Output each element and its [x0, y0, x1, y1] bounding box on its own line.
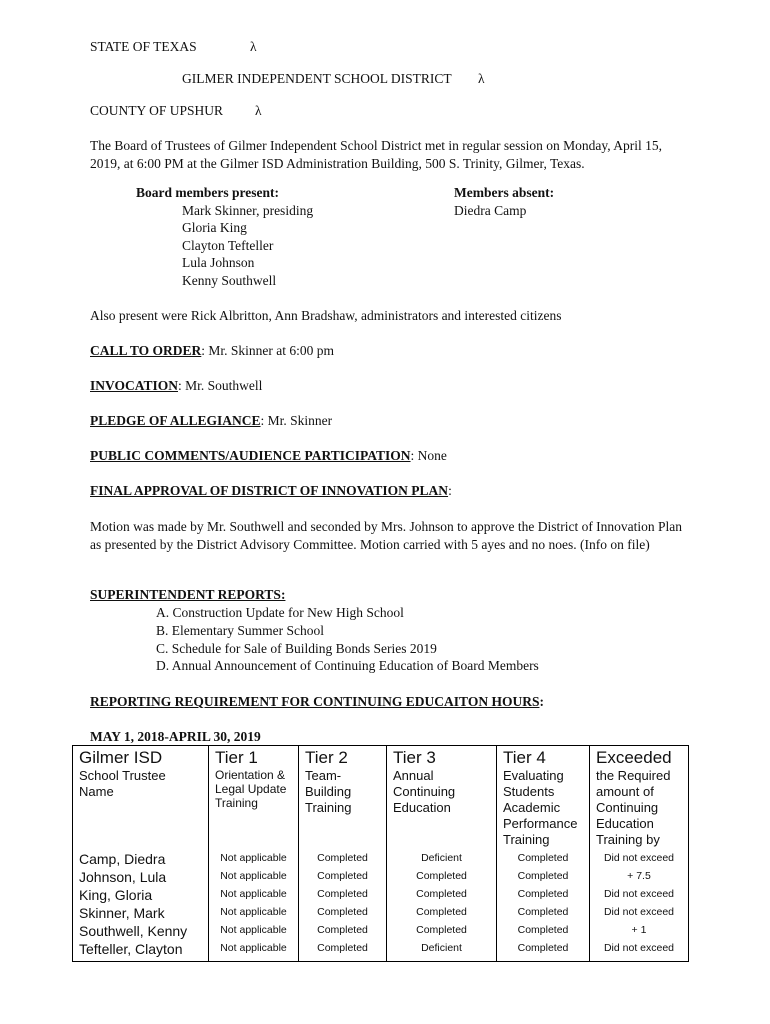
report-item: A. Construction Update for New High School [156, 605, 404, 620]
pledge-text: : Mr. Skinner [260, 413, 333, 428]
exceeded-cell: Did not exceed [603, 942, 675, 954]
tier4-cell: Completed [517, 888, 569, 900]
report-item: D. Annual Announcement of Continuing Education of Board Members [156, 658, 539, 673]
member-name: Lula Johnson [182, 255, 255, 270]
tier4-cell: Completed [517, 906, 569, 918]
lambda-symbol: λ [250, 39, 257, 54]
header-tier1 [209, 746, 298, 850]
members-present-label: Board members present: [136, 185, 279, 200]
superintendent-label: SUPERINTENDENT REPORTS: [90, 587, 286, 602]
trustee-name: Skinner, Mark [79, 905, 165, 921]
exceeded-cell: Did not exceed [603, 906, 675, 918]
call-to-order-text: : Mr. Skinner at 6:00 pm [201, 343, 335, 358]
final-approval [90, 482, 452, 500]
public-comments [90, 447, 447, 465]
tier2-cell: Completed [317, 924, 368, 936]
lambda-symbol: λ [478, 71, 485, 86]
report-item: C. Schedule for Sale of Building Bonds Series 2019 [156, 641, 437, 656]
table-row [73, 922, 688, 940]
header-title: Tier 4 [503, 748, 546, 767]
member-name: Clayton Tefteller [182, 238, 274, 253]
public-comments-text: : None [410, 448, 447, 463]
tier1-cell: Not applicable [220, 942, 287, 954]
header-exceeded [590, 746, 688, 850]
motion-paragraph: Motion was made by Mr. Southwell and seconded by Mrs. Johnson to approve the District of Innovation Plan as presented by the District Advisory Committee. Motion carried with 5 ayes and no noes. (Info on file) [90, 519, 683, 552]
final-approval-label: FINAL APPROVAL OF DISTRICT OF INNOVATION PLAN [90, 483, 449, 498]
invocation [90, 377, 262, 395]
header-sub: Team-Building Training [305, 768, 352, 815]
member-name: Gloria King [182, 220, 247, 235]
period-label: MAY 1, 2018-APRIL 30, 2019 [90, 729, 261, 744]
exceeded-cell: Did not exceed [603, 852, 675, 864]
header-sub: School Trustee Name [79, 768, 166, 799]
member-name: Kenny Southwell [182, 273, 277, 288]
header-title: Exceeded [596, 748, 672, 767]
member-name: Mark Skinner, presiding [182, 203, 314, 218]
header-title: Tier 3 [393, 748, 436, 767]
call-to-order-label: CALL TO ORDER [90, 343, 202, 358]
trustee-name: Camp, Diedra [79, 851, 166, 867]
intro-paragraph: The Board of Trustees of Gilmer Independent School District met in regular session on Monday, April 15, 2019, at 6:00 PM at the Gilmer ISD Administration Building, 500 S. Trinity, Gilmer, Texas. [90, 138, 663, 171]
header-tier3 [387, 746, 496, 850]
exceeded-cell: Did not exceed [603, 888, 675, 900]
trustee-name: Tefteller, Clayton [79, 941, 183, 957]
reporting-suffix: : [539, 694, 544, 709]
header-sub: Evaluating Students Academic Performance Training [503, 768, 578, 847]
tier1-cell: Not applicable [220, 870, 287, 882]
tier2-cell: Completed [317, 906, 368, 918]
header-title: Gilmer ISD [79, 748, 163, 767]
exceeded-cell: + 7.5 [627, 870, 651, 882]
tier1-cell: Not applicable [220, 906, 287, 918]
invocation-text: : Mr. Southwell [178, 378, 263, 393]
tier1-cell: Not applicable [220, 852, 287, 864]
trustee-name: Johnson, Lula [79, 869, 167, 885]
table-row [73, 868, 688, 886]
tier3-cell: Completed [416, 924, 467, 936]
final-approval-text: : [448, 483, 452, 498]
call-to-order [90, 342, 334, 360]
exceeded-cell: + 1 [631, 924, 647, 936]
district-label: GILMER INDEPENDENT SCHOOL DISTRICT [182, 71, 452, 86]
absent-member-name: Diedra Camp [454, 203, 527, 218]
continuing-education-table [72, 745, 689, 962]
tier1-cell: Not applicable [220, 924, 287, 936]
header-title: Tier 1 [215, 748, 258, 767]
tier3-cell: Deficient [421, 852, 462, 864]
tier2-cell: Completed [317, 870, 368, 882]
tier4-cell: Completed [517, 924, 569, 936]
invocation-label: INVOCATION [90, 378, 178, 393]
tier4-cell: Completed [517, 942, 569, 954]
header-tier4 [497, 746, 589, 850]
trustee-name: Southwell, Kenny [79, 923, 188, 939]
header-tier2 [299, 746, 386, 850]
tier4-cell: Completed [517, 852, 569, 864]
tier2-cell: Completed [317, 942, 368, 954]
table-row [73, 940, 688, 958]
table-row [73, 850, 688, 868]
tier3-cell: Completed [416, 888, 467, 900]
state-label: STATE OF TEXAS [90, 39, 197, 54]
table-row [73, 886, 688, 904]
reporting-label: REPORTING REQUIREMENT FOR CONTINUING EDUCAITON HOURS [90, 694, 540, 709]
report-item: B. Elementary Summer School [156, 623, 324, 638]
pledge-label: PLEDGE OF ALLEGIANCE [90, 413, 261, 428]
trustee-name: King, Gloria [79, 887, 153, 903]
header-title: Tier 2 [305, 748, 348, 767]
tier2-cell: Completed [317, 852, 368, 864]
header-sub: Annual Continuing Education [393, 768, 456, 815]
header-trustee [73, 746, 208, 850]
tier3-cell: Completed [416, 906, 467, 918]
tier1-cell: Not applicable [220, 888, 287, 900]
tier2-cell: Completed [317, 888, 368, 900]
county-label: COUNTY OF UPSHUR [90, 103, 224, 118]
reporting-requirement [90, 693, 544, 711]
tier4-cell: Completed [517, 870, 569, 882]
tier3-cell: Completed [416, 870, 467, 882]
lambda-symbol: λ [255, 103, 262, 118]
also-present: Also present were Rick Albritton, Ann Bradshaw, administrators and interested citizens [90, 308, 562, 323]
tier3-cell: Deficient [421, 942, 462, 954]
table-row [73, 904, 688, 922]
pledge [90, 412, 332, 430]
header-sub: Orientation & Legal Update Training [215, 768, 287, 810]
header-sub: the Required amount of Continuing Education Training by [596, 768, 671, 847]
members-absent-label: Members absent: [454, 185, 555, 200]
public-comments-label: PUBLIC COMMENTS/AUDIENCE PARTICIPATION [90, 448, 411, 463]
